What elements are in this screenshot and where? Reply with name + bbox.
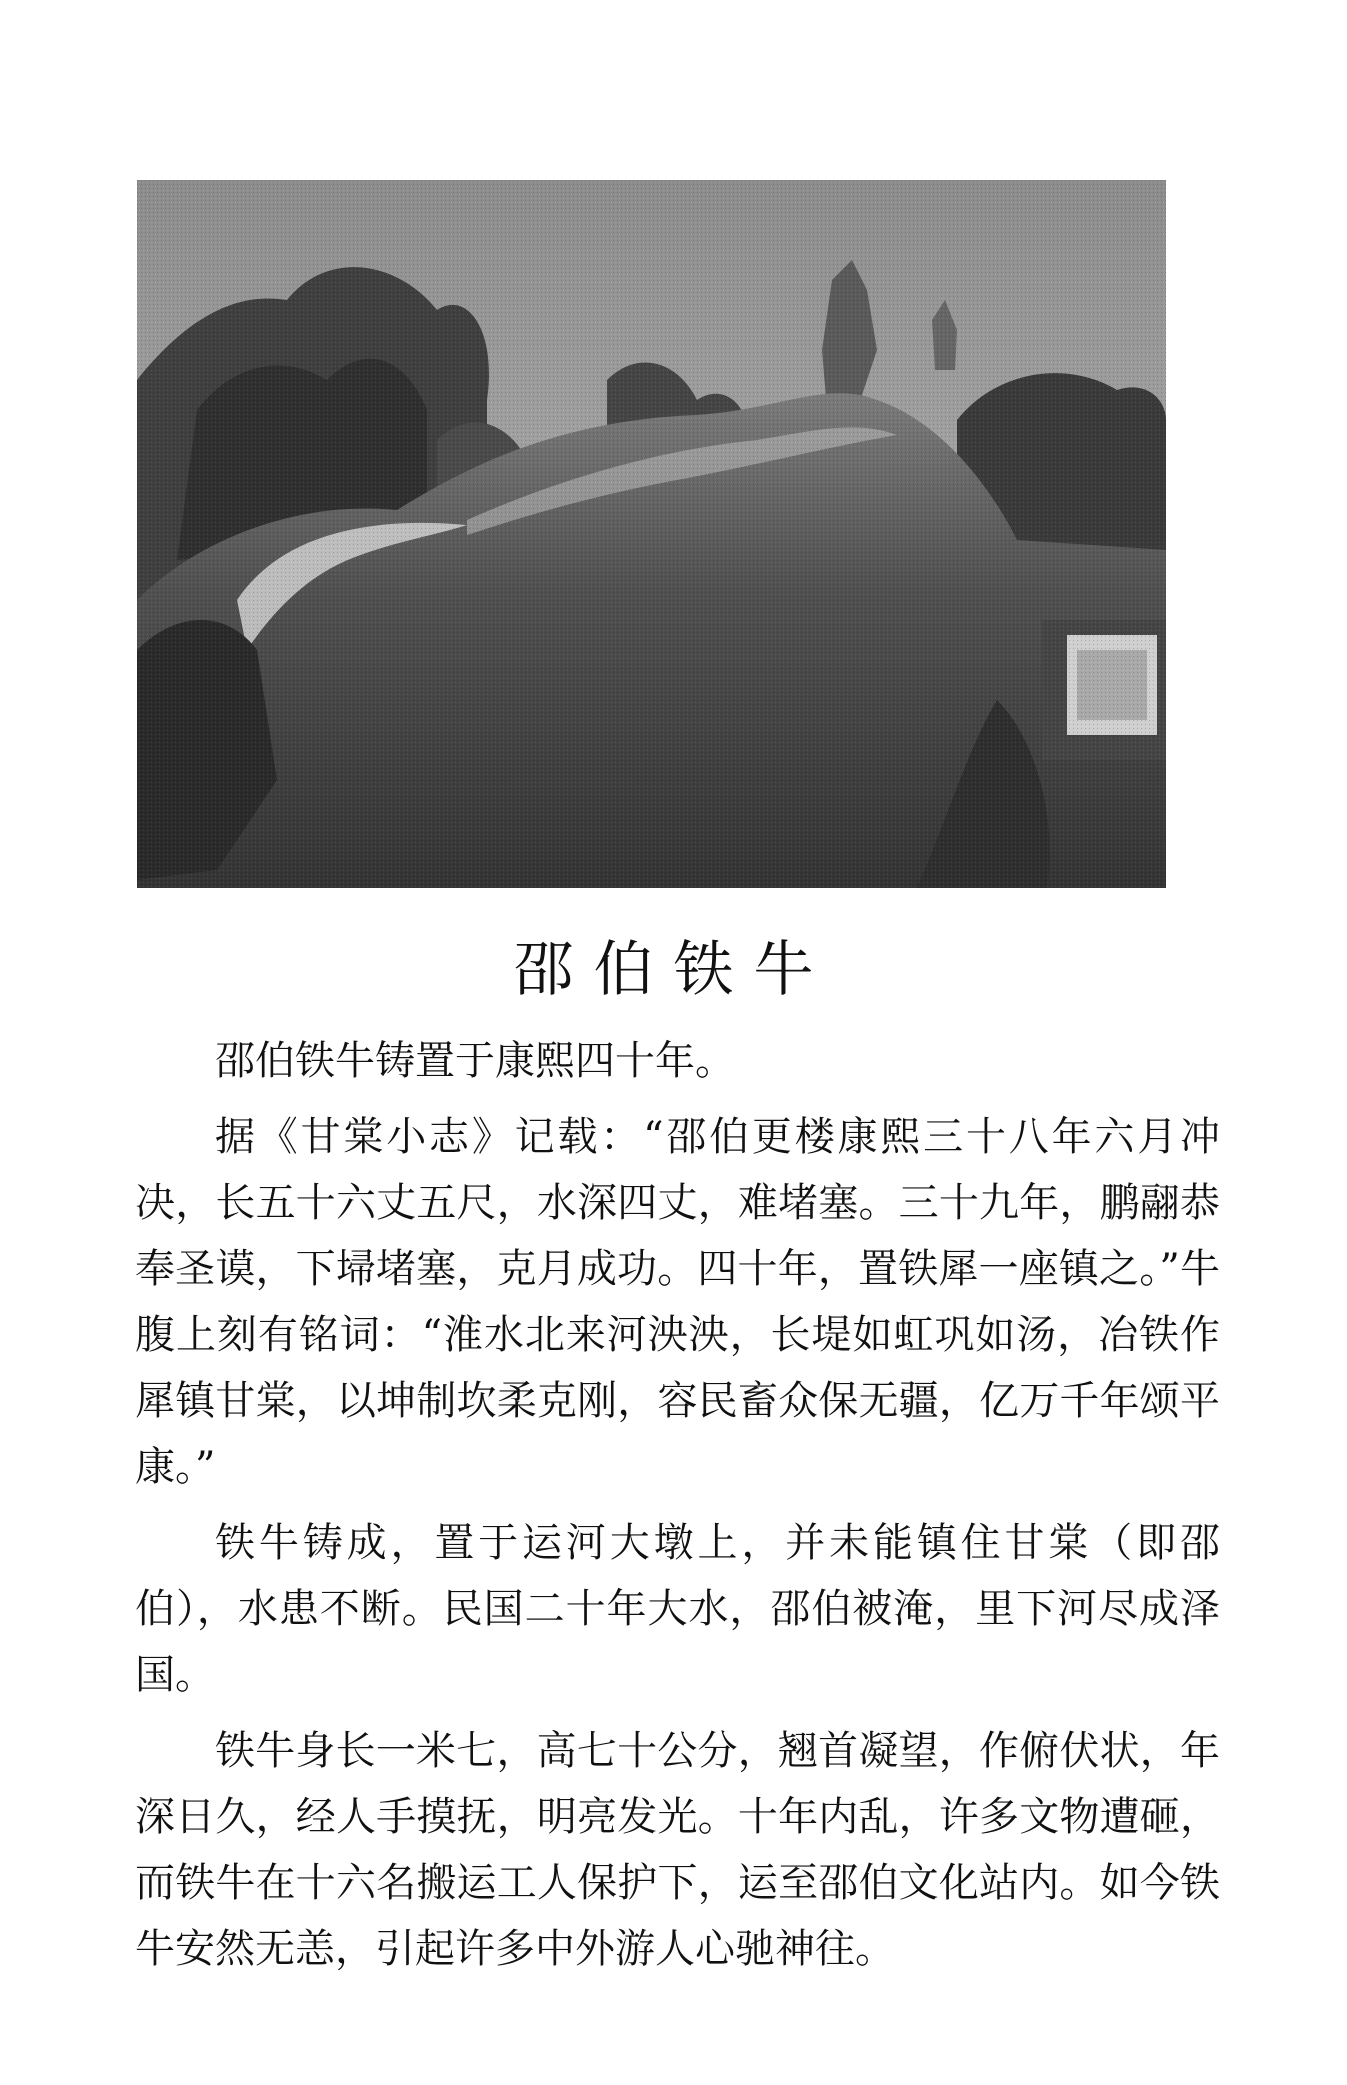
article-body <box>135 1028 1220 1992</box>
paragraph-1: 邵伯铁牛铸置于康熙四十年。 <box>215 1038 735 1084</box>
article-title: 邵伯铁牛 <box>513 935 834 1005</box>
paragraph-4: 铁牛身长一米七，高七十公分，翘首凝望，作俯伏状，年深日久，经人手摸抚，明亮发光。十年内乱，许多文物遭砸，而铁牛在十六名搬运工人保护下，运至邵伯文化站内。如今铁牛安然无恙，引起许多中外游人心驰神往。 <box>135 1728 1220 1972</box>
iron-ox-photo-drawing <box>137 180 1166 888</box>
paragraph-2: 据《甘棠小志》记载：“邵伯更楼康熙三十八年六月冲决，长五十六丈五尺，水深四丈，难堵塞。三十九年，鹏翮恭奉圣谟，下埽堵塞，克月成功。四十年，置铁犀一座镇之。”牛腹上刻有铭词：“淮水北来河泱泱，长堤如虹巩如汤，冶铁作犀镇甘棠，以坤制坎柔克刚，容民畜众保无疆，亿万千年颂平康。” <box>135 1114 1220 1490</box>
iron-ox-photo <box>137 180 1166 888</box>
paragraph-3: 铁牛铸成，置于运河大墩上，并未能镇住甘棠（即邵伯），水患不断。民国二十年大水，邵伯被淹，里下河尽成泽国。 <box>135 1520 1220 1698</box>
